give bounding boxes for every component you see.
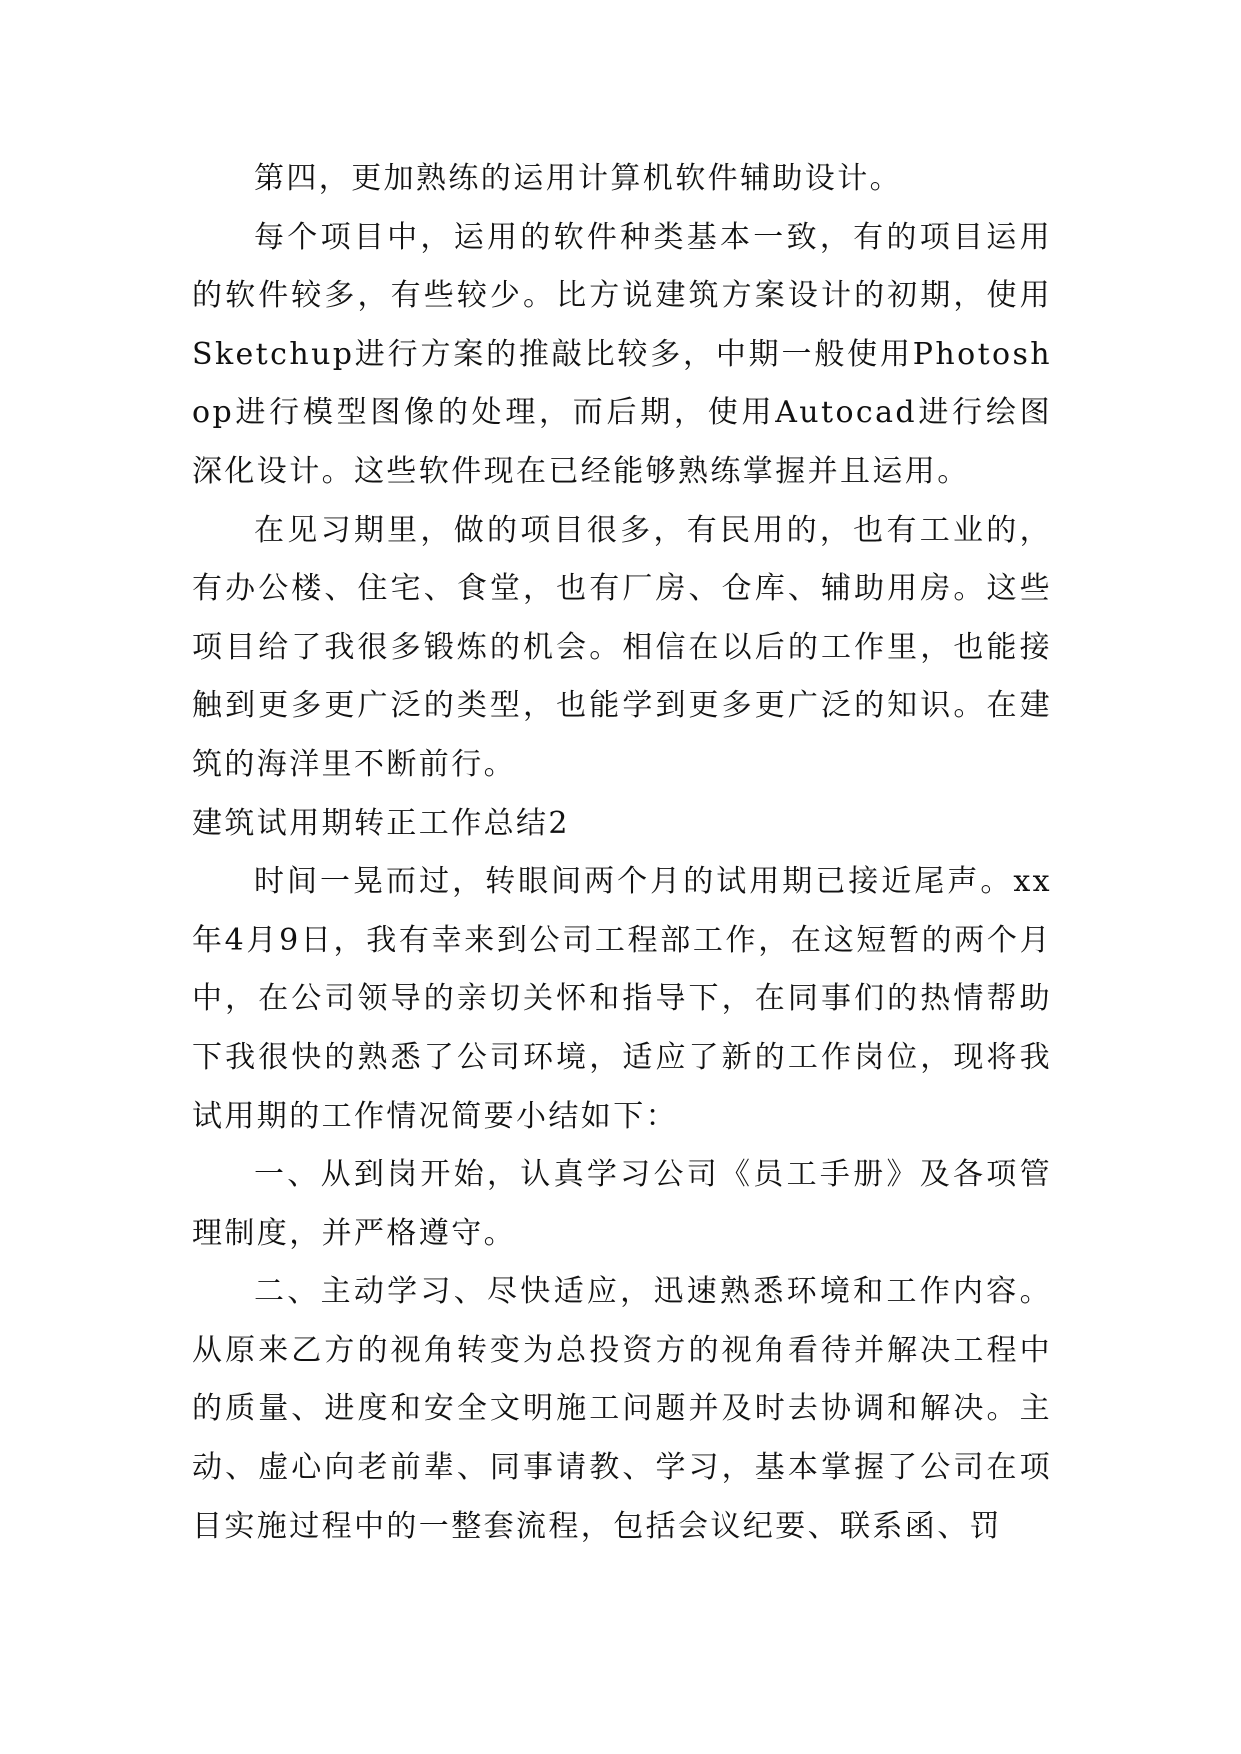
document-page	[192, 150, 1052, 1556]
paragraph-point-one: 一、从到岗开始，认真学习公司《员工手册》及各项管理制度，并严格遵守。	[192, 1157, 1052, 1251]
paragraph-software-heading: 第四，更加熟练的运用计算机软件辅助设计。	[254, 161, 902, 196]
paragraph-probation-intro: 时间一晃而过，转眼间两个月的试用期已接近尾声。xx年4月9日，我有幸来到公司工程部工作，在这短暂的两个月中，在公司领导的亲切关怀和指导下，在同事们的热情帮助下我很快的熟悉了公司环境，适应了新的工作岗位，现将我试用期的工作情况简要小结如下：	[192, 864, 1052, 1134]
paragraph-software-usage: 每个项目中，运用的软件种类基本一致，有的项目运用的软件较多，有些较少。比方说建筑方案设计的初期，使用Sketchup进行方案的推敲比较多，中期一般使用Photoshop进行模型图像的处理，而后期，使用Autocad进行绘图深化设计。这些软件现在已经能够熟练掌握并且运用。	[192, 219, 1052, 489]
paragraph-point-two: 二、主动学习、尽快适应，迅速熟悉环境和工作内容。从原来乙方的视角转变为总投资方的视角看待并解决工程中的质量、进度和安全文明施工问题并及时去协调和解决。主动、虚心向老前辈、同事请教、学习，基本掌握了公司在项目实施过程中的一整套流程，包括会议纪要、联系函、罚	[192, 1274, 1052, 1544]
paragraph-internship-projects: 在见习期里，做的项目很多，有民用的，也有工业的，有办公楼、住宅、食堂，也有厂房、仓库、辅助用房。这些项目给了我很多锻炼的机会。相信在以后的工作里，也能接触到更多更广泛的类型，也能学到更多更广泛的知识。在建筑的海洋里不断前行。	[192, 512, 1052, 782]
section-title: 建筑试用期转正工作总结2	[192, 805, 570, 841]
